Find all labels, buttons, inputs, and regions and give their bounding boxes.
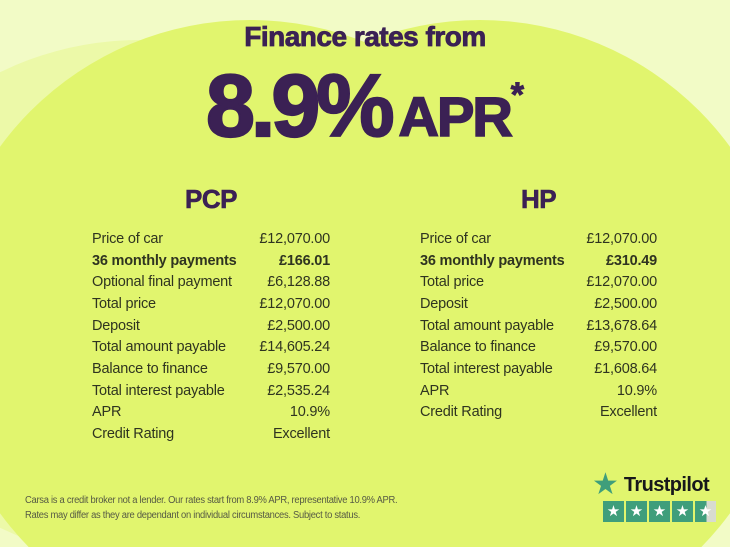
- row-label: Price of car: [92, 230, 163, 247]
- table-row: [420, 315, 657, 337]
- apr-rate-value: 8.9%: [205, 56, 391, 155]
- row-value: £2,535.24: [267, 382, 330, 399]
- star-icon: ★: [675, 503, 690, 520]
- row-label: 36 monthly payments: [92, 252, 237, 269]
- rating-star-box: [672, 501, 693, 522]
- table-row: [92, 402, 330, 424]
- row-value: £310.49: [605, 252, 657, 269]
- table-row: [92, 336, 330, 358]
- hp-table: [420, 184, 657, 423]
- trustpilot-rating: [603, 501, 716, 522]
- row-value: £1,608.64: [594, 360, 657, 377]
- hp-table-rows: [420, 228, 657, 423]
- row-value: 10.9%: [289, 404, 330, 421]
- disclaimer-line-2: Rates may differ as they are dependant on individual circumstances. Subject to status.: [25, 509, 361, 521]
- disclaimer: [25, 494, 420, 523]
- row-label: Deposit: [92, 317, 140, 334]
- row-value: £14,605.24: [259, 339, 330, 356]
- rating-star-box: [603, 501, 624, 522]
- row-value: £166.01: [278, 252, 330, 269]
- trustpilot-logo: [592, 468, 710, 501]
- trustpilot-wordmark: Trustpilot: [623, 473, 710, 496]
- rating-star-box: [649, 501, 670, 522]
- row-label: Total price: [92, 295, 156, 312]
- row-label: Total amount payable: [420, 317, 554, 334]
- table-row: [92, 293, 330, 315]
- disclaimer-line-1: Carsa is a credit broker not a lender. Our rates start from 8.9% APR, representative 10.9% APR.: [25, 495, 398, 506]
- rating-star-box-half: [695, 501, 716, 522]
- row-label: Total price: [420, 274, 484, 291]
- table-row: [420, 271, 657, 293]
- row-label: 36 monthly payments: [420, 252, 565, 269]
- row-label: Optional final payment: [92, 274, 232, 291]
- table-row: [92, 315, 330, 337]
- pcp-table: [92, 184, 330, 445]
- row-value: £9,570.00: [267, 360, 330, 377]
- table-row: [420, 336, 657, 358]
- apr-rate-asterisk: *: [510, 76, 525, 114]
- hp-table-title: HP: [520, 184, 557, 214]
- row-label: Credit Rating: [92, 426, 175, 443]
- row-value: £12,070.00: [259, 295, 330, 312]
- table-row: [420, 402, 657, 424]
- star-icon: ★: [606, 503, 621, 520]
- table-row: [92, 228, 330, 250]
- row-label: APR: [420, 382, 450, 399]
- row-value: £2,500.00: [267, 317, 330, 334]
- row-value: £2,500.00: [594, 295, 657, 312]
- table-row: [92, 358, 330, 380]
- row-value: £13,678.64: [586, 317, 657, 334]
- row-value: £12,070.00: [586, 274, 657, 291]
- row-label: Deposit: [420, 295, 468, 312]
- row-value: 10.9%: [616, 382, 657, 399]
- row-value: Excellent: [599, 404, 657, 421]
- row-label: Total interest payable: [420, 360, 553, 377]
- table-row: [92, 380, 330, 402]
- table-row: [420, 250, 657, 272]
- row-label: Total amount payable: [92, 339, 226, 356]
- table-row: [92, 271, 330, 293]
- trustpilot-star-icon: ★: [592, 468, 619, 501]
- apr-rate-suffix: APR: [398, 85, 511, 148]
- pcp-table-title: PCP: [185, 184, 237, 214]
- table-row: [92, 423, 330, 445]
- star-half-icon: ★: [698, 503, 713, 520]
- table-row: [420, 293, 657, 315]
- table-row: [420, 380, 657, 402]
- row-value: £12,070.00: [586, 230, 657, 247]
- row-label: APR: [92, 404, 122, 421]
- table-row: [420, 228, 657, 250]
- table-row: [92, 250, 330, 272]
- row-value: Excellent: [272, 426, 330, 443]
- row-label: Price of car: [420, 230, 491, 247]
- table-row: [420, 358, 657, 380]
- rating-star-box: [626, 501, 647, 522]
- row-label: Total interest payable: [92, 382, 225, 399]
- row-label: Credit Rating: [420, 404, 503, 421]
- banner-title: Finance rates from: [244, 21, 486, 52]
- row-value: £9,570.00: [594, 339, 657, 356]
- row-label: Balance to finance: [420, 339, 536, 356]
- apr-rate-line: [0, 56, 730, 155]
- row-label: Balance to finance: [92, 360, 208, 377]
- row-value: £6,128.88: [267, 274, 330, 291]
- pcp-table-rows: [92, 228, 330, 445]
- row-value: £12,070.00: [259, 230, 330, 247]
- star-icon: ★: [652, 503, 667, 520]
- star-icon: ★: [629, 503, 644, 520]
